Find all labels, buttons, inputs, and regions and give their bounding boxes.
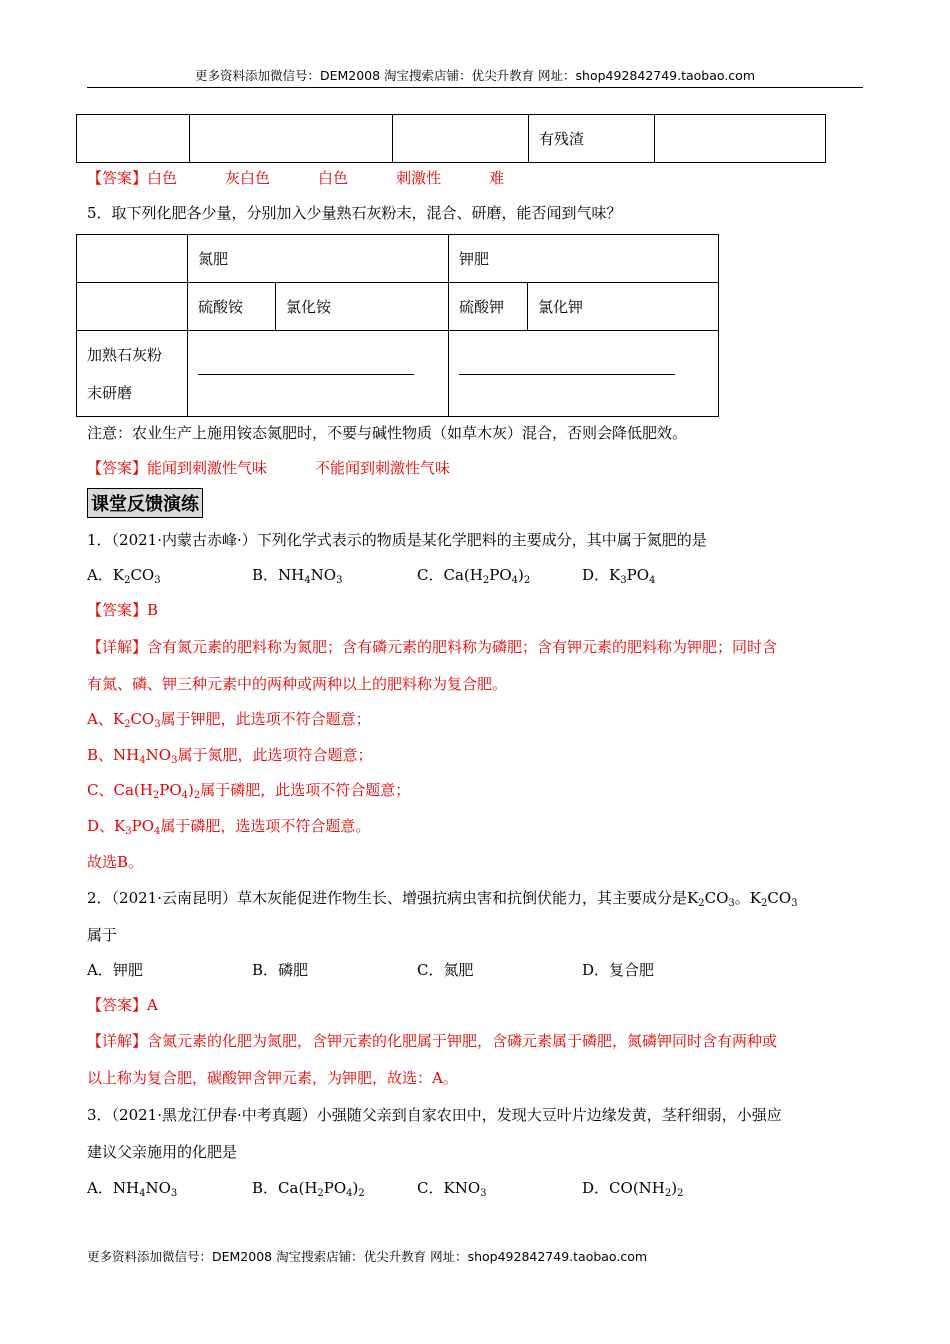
note-text: 注意：农业生产上施用铵态氮肥时，不要与碱性物质（如草木灰）混合，否则会降低肥效。 [87, 424, 688, 442]
option-b[interactable]: B．磷肥 [252, 961, 309, 979]
option-a[interactable]: A．$K_2CO_3$ [87, 566, 161, 586]
detail-line: 以上称为复合肥，碳酸钾含钾元素，为钾肥，故选：A。 [87, 1069, 458, 1087]
potassium-chloride-cell: 氯化钾 [528, 283, 719, 331]
table-cell [77, 283, 188, 331]
problem-2-stem: 2．（2021·云南昆明）草木灰能促进作物生长、增强抗病虫害和抗倒伏能力，其主要成分是$K_2CO_3$。$K_2CO_3$ [87, 889, 798, 909]
row-label-line: 加熟石灰粉 [87, 345, 163, 364]
option-d[interactable]: D．$CO(NH_2)_2$ [582, 1179, 684, 1199]
fill-blank[interactable] [459, 374, 675, 375]
answer-blank-cell [188, 331, 449, 417]
option-a[interactable]: A．$NH_4NO_3$ [87, 1179, 178, 1199]
question-5: 5．取下列化肥各少量，分别加入少量熟石灰粉末，混合、研磨，能否闻到气味？ [87, 204, 622, 222]
page-header: 更多资料添加微信号：DEM2008 淘宝搜索店铺：优尖升教育 网址：shop492842749.taobao.com [194, 68, 756, 83]
option-c[interactable]: C．氮肥 [417, 961, 474, 979]
answer-item: 白色 [147, 169, 178, 187]
option-d[interactable]: D．复合肥 [582, 961, 655, 979]
row-label-line: 末研磨 [87, 383, 133, 402]
option-c[interactable]: C．$KNO_3$ [417, 1179, 487, 1199]
page-footer: 更多资料添加微信号：DEM2008 淘宝搜索店铺：优尖升教育 网址：shop492842749.taobao.com [87, 1249, 648, 1264]
table-cell [190, 115, 393, 163]
detail-line: D、$K_3PO_4$属于磷肥，选选项不符合题意。 [87, 817, 371, 837]
problem-3-stem: 3．（2021·黑龙江伊春·中考真题）小强随父亲到自家农田中，发现大豆叶片边缘发黄，茎秆细弱，小强应 [87, 1106, 782, 1124]
option-c[interactable]: C．$Ca(H_2PO_4)_2$ [417, 566, 531, 586]
potassium-header: 钾肥 [449, 235, 719, 283]
potassium-sulfate-cell: 硫酸钾 [449, 283, 528, 331]
answer-tag: 【答案】 [87, 169, 148, 187]
ammonium-sulfate-cell: 硫酸铵 [188, 283, 276, 331]
table-cell [393, 115, 529, 163]
answer-line: 【答案】A [87, 996, 158, 1014]
detail-line: 【详解】含氮元素的化肥为氮肥，含钾元素的化肥属于钾肥，含磷元素属于磷肥，氮磷钾同时含有两种或 [87, 1032, 778, 1050]
detail-line: B、$NH_4NO_3$属于氮肥，此选项符合题意； [87, 746, 373, 766]
answer-item: 难 [489, 169, 505, 187]
problem-1-stem: 1．（2021·内蒙古赤峰·）下列化学式表示的物质是某化学肥料的主要成分，其中属于氮肥的是 [87, 531, 707, 549]
ammonium-chloride-cell: 氯化铵 [276, 283, 449, 331]
table-cell: 有残渣 [529, 115, 655, 163]
detail-line: 故选B。 [87, 853, 144, 871]
detail-line: 有氮、磷、钾三种元素中的两种或两种以上的肥料称为复合肥。 [87, 675, 508, 693]
answer-tag: 【答案】 [87, 459, 148, 477]
answer-line [87, 167, 504, 188]
fertilizer-table [76, 234, 719, 417]
header-divider [87, 87, 863, 88]
option-a[interactable]: A．钾肥 [87, 961, 143, 979]
problem-3-stem: 建议父亲施用的化肥是 [87, 1143, 238, 1161]
option-b[interactable]: B．$NH_4NO_3$ [252, 566, 343, 586]
fill-blank[interactable] [198, 374, 414, 375]
table-cell [655, 115, 826, 163]
answer-item: 白色 [318, 169, 349, 187]
option-b[interactable]: B．$Ca(H_2PO_4)_2$ [252, 1179, 365, 1199]
nitrogen-header: 氮肥 [188, 235, 449, 283]
answer-item: 能闻到刺激性气味 [147, 459, 268, 477]
option-d[interactable]: D．$K_3PO_4$ [582, 566, 656, 586]
answer-item: 不能闻到刺激性气味 [315, 459, 451, 477]
answer-blank-cell [449, 331, 719, 417]
problem-2-stem: 属于 [87, 926, 118, 944]
answer-item: 灰白色 [225, 169, 271, 187]
answer-line [87, 457, 450, 478]
detail-line: 【详解】含有氮元素的肥料称为氮肥；含有磷元素的肥料称为磷肥；含有钾元素的肥料称为钾肥；同时含 [87, 638, 778, 656]
detail-line: A、$K_2CO_3$属于钾肥，此选项不符合题意； [87, 710, 371, 730]
section-title: 课堂反馈演练 [87, 488, 203, 518]
table-fragment [76, 114, 826, 163]
table-cell [77, 115, 190, 163]
row-label [77, 331, 188, 417]
detail-line: C、$Ca(H_2PO_4)_2$属于磷肥，此选项不符合题意； [87, 781, 411, 801]
answer-item: 刺激性 [396, 169, 442, 187]
answer-line: 【答案】B [87, 601, 159, 619]
table-cell [77, 235, 188, 283]
